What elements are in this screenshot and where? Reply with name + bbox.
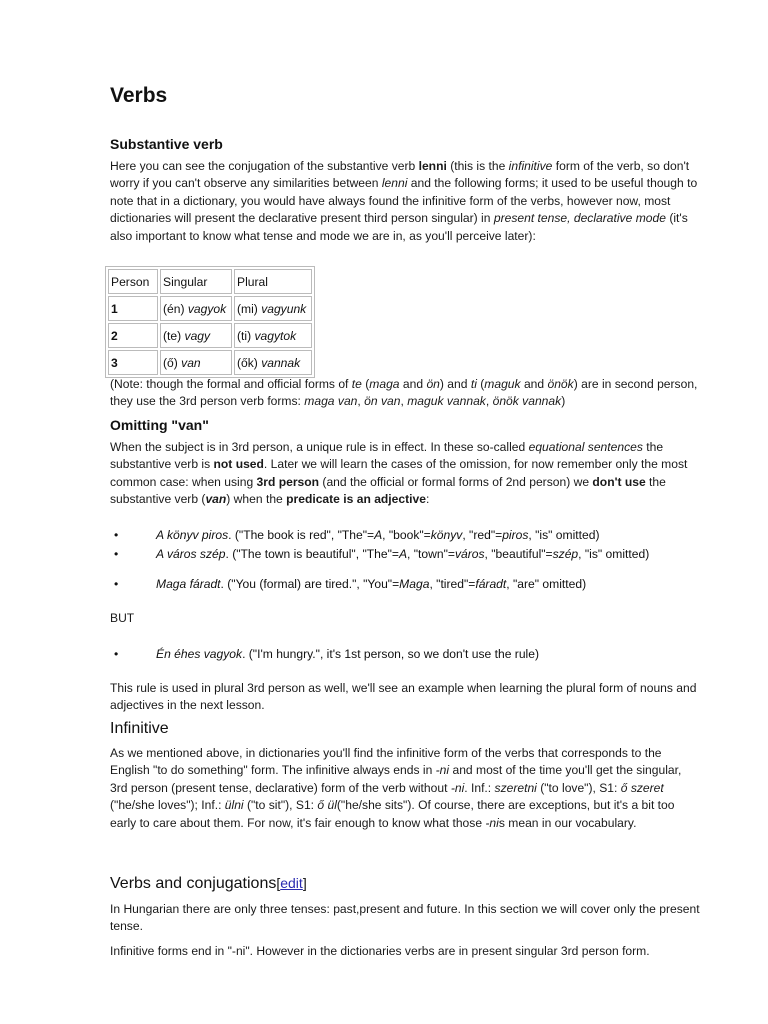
- infinitive-heading: Infinitive: [110, 720, 169, 737]
- column-header-person: Person: [108, 269, 158, 294]
- person-cell: 1: [108, 296, 158, 321]
- edit-bracket-open: [: [276, 875, 281, 891]
- column-header-singular: Singular: [160, 269, 232, 294]
- table-header-row: [108, 269, 312, 294]
- omitting-van-heading: Omitting "van": [110, 417, 209, 433]
- singular-cell: (ő) van: [160, 350, 232, 375]
- section-heading-text: Verbs and conjugations: [110, 875, 277, 892]
- omitting-intro-paragraph: When the subject is in 3rd person, a unique rule is in effect. In these so-called equational sentences the substantive verb is not used. Later we will learn the cases of the omission, for now remember only the most common case: when using 3rd person (and the official or formal forms of 2nd person) we don't use the substantive verb (van) when the predicate is an adjective:: [110, 440, 688, 507]
- column-header-plural: Plural: [234, 269, 312, 294]
- table-row: [108, 323, 312, 348]
- plural-rule-paragraph: This rule is used in plural 3rd person as well, we'll see an example when learning the plural form of nouns and adjectives in the next lesson.: [110, 681, 697, 713]
- person-cell: 3: [108, 350, 158, 375]
- table-row: [108, 350, 312, 375]
- table-row: [108, 296, 312, 321]
- formal-forms-note: (Note: though the formal and official forms of te (maga and ön) and ti (maguk and önök) are in second person, they use the 3rd person verb forms: maga van, ön van, maguk vannak, önök vannak): [110, 377, 698, 409]
- substantive-verb-heading: Substantive verb: [110, 136, 223, 152]
- person-cell: 2: [108, 323, 158, 348]
- list-item: • Maga fáradt. ("You (formal) are tired.", "You"=Maga, "tired"=fáradt, "are" omitted): [110, 576, 710, 593]
- list-item: • Én éhes vagyok. ("I'm hungry.", it's 1st person, so we don't use the rule): [110, 646, 710, 663]
- edit-link[interactable]: edit: [280, 875, 303, 891]
- counter-example-list: [110, 646, 710, 663]
- conjugation-table: [105, 266, 315, 378]
- list-item: • A város szép. ("The town is beautiful", "The"=A, "town"=város, "beautiful"=szép, "is" omitted): [110, 546, 710, 563]
- tenses-paragraph: In Hungarian there are only three tenses: past,present and future. In this section we will cover only the present tense.: [110, 902, 700, 934]
- substantive-intro-paragraph: Here you can see the conjugation of the substantive verb lenni (this is the infinitive form of the verb, so don't worry if you can't observe any similarities between lenni and the following forms; it used to be useful though to note that in a dictionary, you would have always found the infinitive form of the verbs, however now, most dictionaries will present the declarative present third person singular) in present tense, declarative mode (it's also important to know what tense and mode we are in, as you'll perceive later):: [110, 159, 698, 243]
- example-list: [110, 527, 710, 593]
- infinitive-paragraph: As we mentioned above, in dictionaries you'll find the infinitive form of the verbs that corresponds to the English "to do something" form. The infinitive always ends in -ni and most of the time you'll get the singular, 3rd person (present tense, declarative) form of the verb without -ni. Inf.: szeretni ("to love"), S1: ő szeret ("he/she loves"); Inf.: ülni ("to sit"), S1: ő ül("he/she sits"). Of course, there are exceptions, but it's a bit too early to care about them. For now, it's fair enough to know what those -nis mean in our vocabulary.: [110, 746, 682, 830]
- plural-cell: (mi) vagyunk: [234, 296, 312, 321]
- edit-bracket-close: ]: [302, 875, 307, 891]
- but-label: BUT: [110, 611, 135, 625]
- plural-cell: (ti) vagytok: [234, 323, 312, 348]
- list-item: • A könyv piros. ("The book is red", "The"=A, "book"=könyv, "red"=piros, "is" omitted): [110, 527, 710, 544]
- plural-cell: (ők) vannak: [234, 350, 312, 375]
- singular-cell: (te) vagy: [160, 323, 232, 348]
- page-title: Verbs: [110, 84, 168, 107]
- infinitive-forms-paragraph: Infinitive forms end in "-ni". However in the dictionaries verbs are in present singular 3rd person form.: [110, 944, 650, 958]
- verbs-conjugations-heading: [110, 875, 307, 893]
- singular-cell: (én) vagyok: [160, 296, 232, 321]
